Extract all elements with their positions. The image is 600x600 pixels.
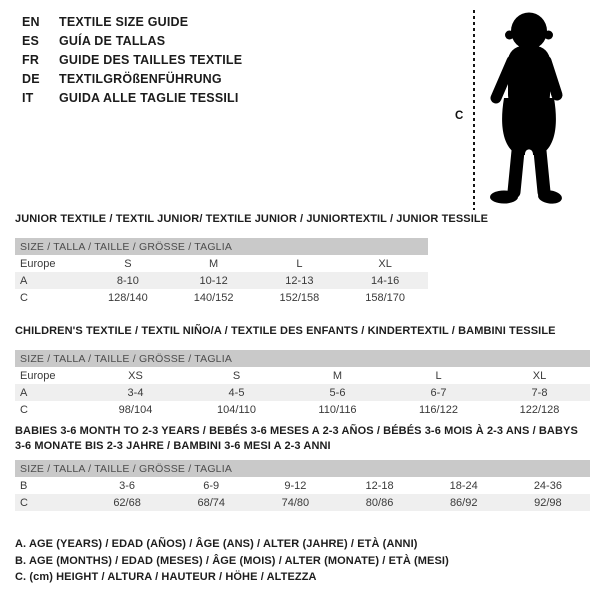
size-cell: 92/98	[534, 496, 562, 509]
language-row	[22, 13, 242, 32]
size-cell: 152/158	[279, 291, 320, 304]
size-cell: 9-12	[284, 479, 307, 492]
size-cell: M	[332, 369, 343, 382]
table-row-europe	[15, 367, 590, 384]
size-cell: 98/104	[118, 403, 153, 416]
table-title-children: CHILDREN'S TEXTILE / TEXTIL NIÑO/A / TEXTILE DES ENFANTS / KINDERTEXTIL / BAMBINI TESSILE	[15, 325, 556, 337]
table-row-height	[15, 494, 590, 511]
footnote-age-months: B. AGE (MONTHS) / EDAD (MESES) / ÂGE (MOIS) / ALTER (MONATE) / ETÀ (MESI)	[15, 554, 449, 567]
table-title-babies: BABIES 3-6 MONTH TO 2-3 YEARS / BEBÉS 3-6 MESES A 2-3 AÑOS / BÉBÉS 3-6 MOIS À 2-3 ANS / BABYS 3-6 MONATE BIS 2-3 JAHRE / BAMBINI 3-6 MESI A 2-3 ANNI	[15, 425, 578, 452]
language-row	[22, 32, 242, 51]
language-code: EN	[22, 15, 40, 29]
size-cell: 10-12	[199, 274, 228, 287]
language-row	[22, 51, 242, 70]
children-textile-section	[15, 324, 590, 418]
size-cell: 62/68	[113, 496, 141, 509]
size-cell: 5-6	[329, 386, 346, 399]
language-row	[22, 70, 242, 89]
size-cell: 80/86	[365, 496, 394, 509]
size-header-bar: SIZE / TALLA / TAILLE / GRÖSSE / TAGLIA	[15, 460, 590, 477]
size-cell: L	[296, 257, 303, 270]
size-header-bar: SIZE / TALLA / TAILLE / GRÖSSE / TAGLIA	[15, 238, 428, 255]
table-row-height	[15, 401, 590, 418]
size-cell: M	[209, 257, 219, 270]
row-label: C	[20, 291, 28, 304]
size-cell: 3-4	[127, 386, 144, 399]
junior-size-table	[15, 238, 428, 306]
language-label: GUÍA DE TALLAS	[59, 34, 166, 48]
size-cell: 128/140	[107, 291, 148, 304]
language-row	[22, 89, 242, 108]
language-code: FR	[22, 53, 40, 67]
size-cell: 7-8	[531, 386, 548, 399]
size-cell: L	[435, 369, 442, 382]
language-code: DE	[22, 72, 40, 86]
size-cell: 18-24	[449, 479, 478, 492]
table-row-age-months	[15, 477, 590, 494]
size-cell: 4-5	[228, 386, 245, 399]
size-cell: 116/122	[419, 403, 458, 416]
size-cell: 158/170	[365, 291, 405, 304]
language-code: ES	[22, 34, 40, 48]
size-cell: 8-10	[116, 274, 139, 287]
table-title-junior: JUNIOR TEXTILE / TEXTIL JUNIOR/ TEXTILE JUNIOR / JUNIORTEXTIL / JUNIOR TESSILE	[15, 213, 489, 225]
size-cell: 104/110	[217, 403, 256, 416]
footnote-age-years: A. AGE (YEARS) / EDAD (AÑOS) / ÂGE (ANS) / ALTER (JAHRE) / ETÀ (ANNI)	[15, 538, 418, 550]
size-cell: 12-13	[285, 274, 314, 287]
size-cell: 3-6	[119, 479, 136, 492]
height-measure-label: C	[455, 110, 464, 122]
row-label: C	[20, 496, 28, 509]
height-figure	[455, 8, 585, 210]
babies-textile-section	[15, 424, 590, 511]
row-label: Europe	[20, 369, 56, 382]
row-label: Europe	[20, 257, 56, 270]
table-row-age	[15, 384, 590, 401]
size-cell: 122/128	[519, 403, 560, 416]
babies-size-table	[15, 460, 590, 511]
size-cell: 14-16	[371, 274, 400, 287]
size-cell: XS	[128, 369, 143, 382]
language-label: GUIDE DES TAILLES TEXTILE	[59, 53, 243, 67]
size-cell: 12-18	[365, 479, 394, 492]
language-list	[22, 13, 242, 108]
language-label: GUIDA ALLE TAGLIE TESSILI	[59, 91, 239, 105]
row-label: C	[20, 403, 28, 416]
height-dashed-line	[473, 10, 475, 210]
table-row-age	[15, 272, 428, 289]
size-cell: XL	[378, 257, 392, 270]
size-cell: 110/116	[318, 403, 357, 416]
row-label: A	[20, 274, 28, 287]
size-cell: 68/74	[197, 496, 225, 509]
size-cell: S	[232, 369, 241, 382]
baby-silhouette-icon	[481, 8, 578, 210]
size-header-bar: SIZE / TALLA / TAILLE / GRÖSSE / TAGLIA	[15, 350, 590, 367]
footnotes	[15, 536, 449, 586]
footnote-height: C. (cm) HEIGHT / ALTURA / HAUTEUR / HÖHE / ALTEZZA	[15, 571, 317, 583]
size-cell: XL	[532, 369, 547, 382]
table-row-height	[15, 289, 428, 306]
size-cell: 6-7	[430, 386, 447, 399]
size-cell: 74/80	[281, 496, 310, 509]
size-cell: 140/152	[193, 291, 234, 304]
size-cell: 86/92	[449, 496, 478, 509]
size-cell: S	[124, 257, 132, 270]
language-label: TEXTILE SIZE GUIDE	[59, 15, 189, 29]
size-cell: 24-36	[533, 479, 562, 492]
junior-textile-section	[15, 212, 488, 306]
children-size-table	[15, 350, 590, 418]
row-label: A	[20, 386, 28, 399]
size-cell: 6-9	[203, 479, 220, 492]
language-code: IT	[22, 91, 34, 105]
language-label: TEXTILGRÖßENFÜHRUNG	[59, 72, 222, 86]
row-label: B	[20, 479, 28, 492]
table-row-europe	[15, 255, 428, 272]
